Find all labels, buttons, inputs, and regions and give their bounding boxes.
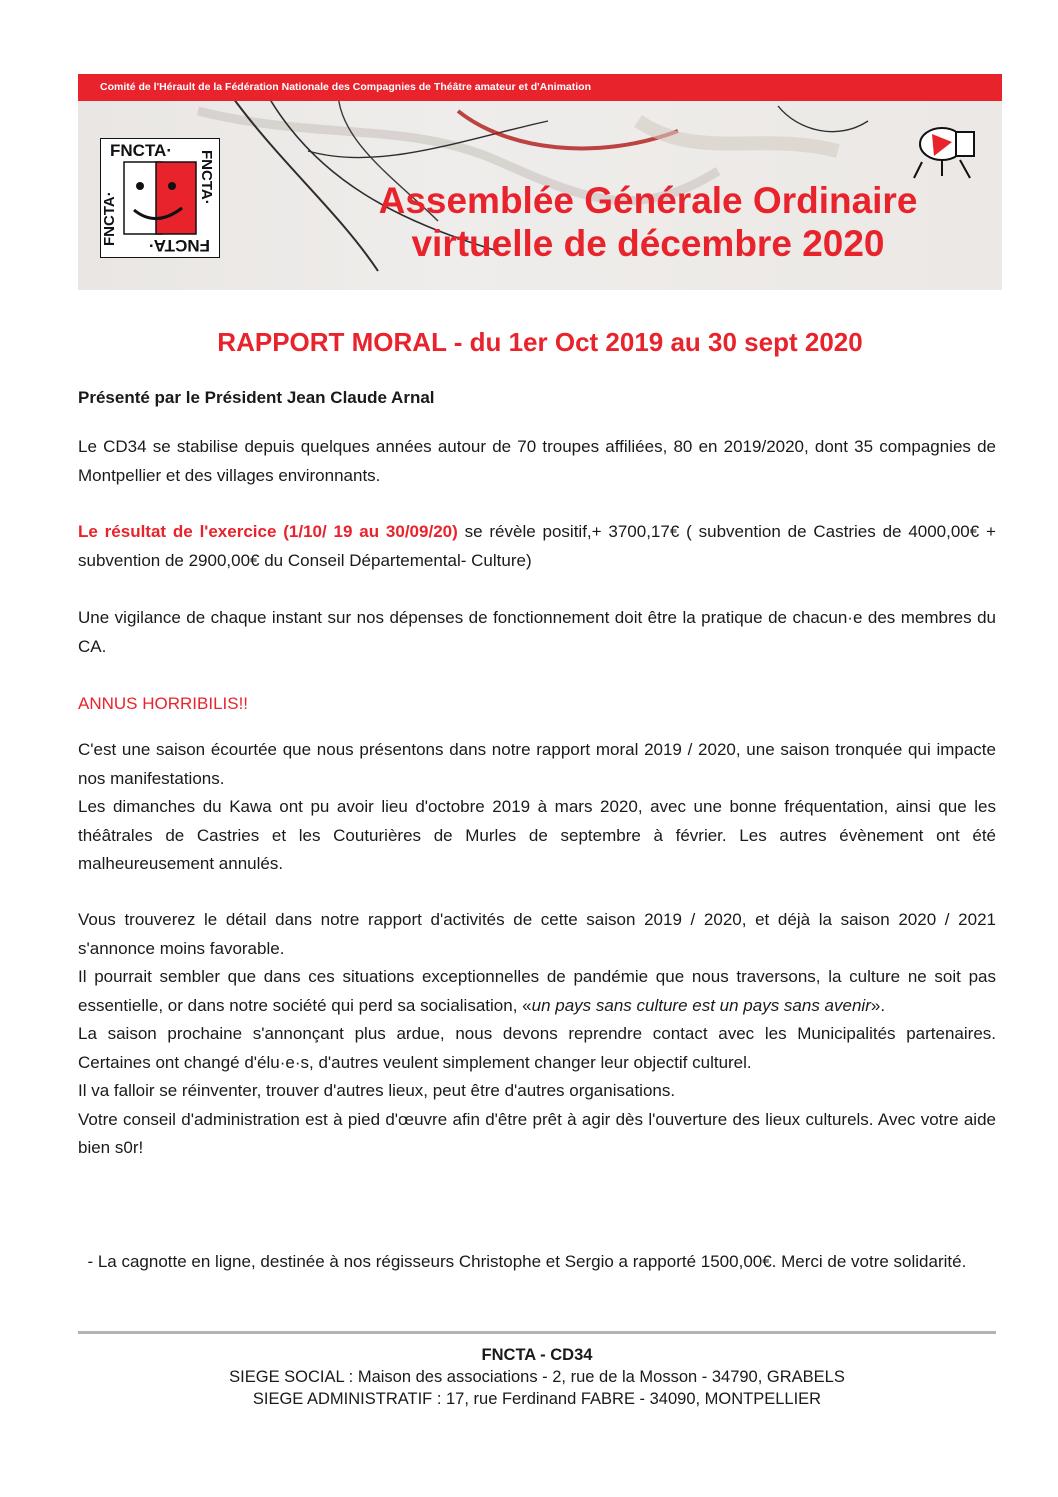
- fncta-logo: [100, 138, 220, 258]
- header-banner: [78, 74, 1002, 290]
- paragraph-cagnotte: - La cagnotte en ligne, destinée à nos régisseurs Christophe et Sergio a rapporté 1500,00€. Merci de votre solidarité.: [78, 1252, 967, 1271]
- paragraph-activity-report: Vous trouverez le détail dans notre rapport d'activités de cette saison 2019 / 2020, et déjà la saison 2020 / 2021 s'annonce moins favorable.: [78, 910, 996, 958]
- footer-siege-social: SIEGE SOCIAL : Maison des associations - 2, rue de la Mosson - 34790, GRABELS: [229, 1368, 845, 1386]
- financial-result-lead: Le résultat de l'exercice (1/10/ 19 au 30/09/20): [78, 522, 458, 541]
- svg-text:FNCTA·: FNCTA·: [198, 150, 215, 205]
- paragraph-events: Les dimanches du Kawa ont pu avoir lieu d'octobre 2019 à mars 2020, avec une bonne fréquentation, ainsi que les théâtrales de Castries et les Couturières de Murles de septembre à février. Les autres évènement ont été malheureusement annulés.: [78, 797, 996, 873]
- report-title: RAPPORT MORAL - du 1er Oct 2019 au 30 sept 2020: [217, 327, 863, 357]
- financial-result-text: se révèle positif,+ 3700,17€ ( subvention de Castries de 4000,00€ + subvention de 2900,00€ du Conseil Départemental- Culture): [78, 522, 996, 570]
- culture-quote: un pays sans culture est un pays sans avenir: [531, 995, 871, 1015]
- paragraph-culture: Il pourrait sembler que dans ces situations exceptionnelles de pandémie que nous traversons, la culture ne soit pas essentielle, or dans notre société qui perd sa socialisation, «un pays sans culture est un pays sans avenir».: [78, 967, 996, 1015]
- paragraph-season: C'est une saison écourtée que nous présentons dans notre rapport moral 2019 / 2020, une saison tronquée qui impacte nos manifestations.: [78, 740, 996, 788]
- footer-divider: [78, 1331, 996, 1334]
- committee-bar: Comité de l'Hérault de la Fédération Nationale des Compagnies de Théâtre amateur et d'Animation: [78, 74, 1002, 101]
- spotlight-icon: [904, 104, 984, 184]
- paragraph-block-outlook: [78, 906, 996, 1163]
- svg-text:FNCTA·: FNCTA·: [101, 191, 118, 246]
- svg-text:FNCTA·: FNCTA·: [110, 141, 172, 160]
- presenter-line: Présenté par le Président Jean Claude Arnal: [78, 388, 435, 407]
- svg-text:FNCTA·: FNCTA·: [148, 236, 210, 255]
- paragraph-municipalities: La saison prochaine s'annonçant plus ardue, nous devons reprendre contact avec les Municipalités partenaires. Certaines ont changé d'élu·e·s, d'autres veulent simplement changer leur objectif culturel.: [78, 1024, 996, 1072]
- footer-siege-admin: SIEGE ADMINISTRATIF : 17, rue Ferdinand FABRE - 34090, MONTPELLIER: [252, 1390, 822, 1408]
- footer-org: FNCTA - CD34: [481, 1346, 593, 1364]
- banner-title-line-1: Assemblée Générale Ordinaire: [378, 180, 918, 221]
- paragraph-financial-result: [78, 518, 996, 575]
- paragraph-board: Votre conseil d'administration est à pied d'œuvre afin d'être prêt à agir dès l'ouverture des lieux culturels. Avec votre aide bien s0r!: [78, 1109, 996, 1157]
- paragraph-reinvent: Il va falloir se réinventer, trouver d'autres lieux, peut être d'autres organisations.: [78, 1081, 676, 1100]
- paragraph-vigilance: Une vigilance de chaque instant sur nos dépenses de fonctionnement doit être la pratique de chacun·e des membres du CA.: [78, 608, 996, 656]
- banner-title-line-2: virtuelle de décembre 2020: [411, 223, 885, 264]
- paragraph-season-shortened: [78, 736, 996, 879]
- annus-horribilis-heading: ANNUS HORRIBILIS!!: [78, 694, 249, 713]
- paragraph-affiliation: Le CD34 se stabilise depuis quelques années autour de 70 troupes affiliées, 80 en 2019/2020, dont 35 compagnies de Montpellier et des villages environnants.: [78, 437, 996, 485]
